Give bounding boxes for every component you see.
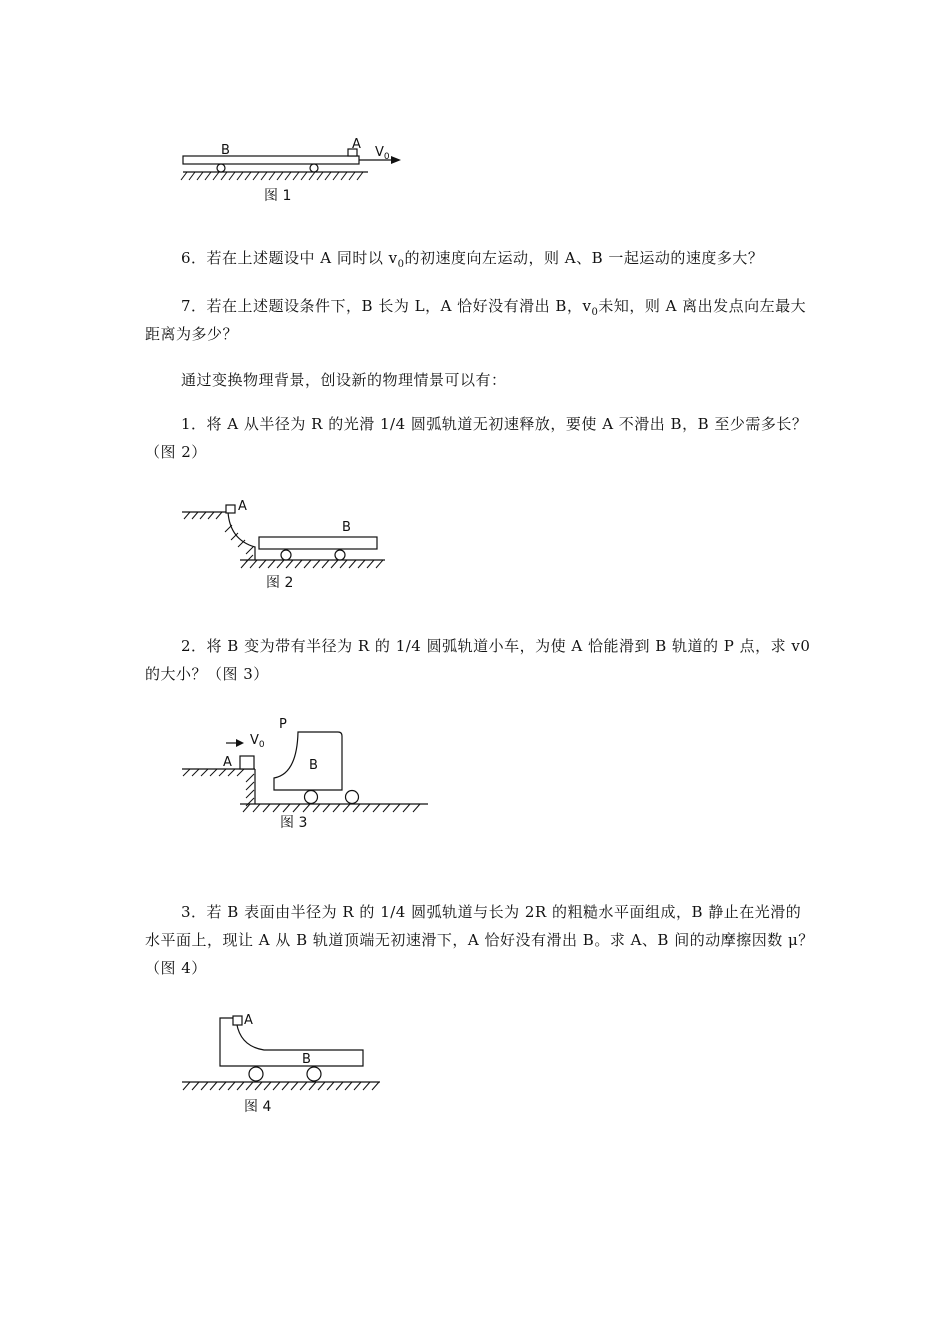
wheel [281, 550, 291, 560]
label-a: A [223, 755, 232, 770]
cart-b [274, 732, 342, 790]
block-a [240, 756, 254, 769]
figure-3 [180, 712, 430, 837]
wheel [305, 791, 318, 804]
arrow-right-icon [391, 156, 401, 164]
label-b: B [221, 143, 230, 158]
arrow-right-icon [236, 739, 244, 747]
label-p: P [279, 717, 287, 732]
label-v0: $V_0$ [250, 733, 265, 750]
label-b: B [302, 1052, 311, 1067]
figure-caption: 图 4 [244, 1099, 272, 1115]
board-b [183, 156, 359, 164]
scenario-1: 1．将 A 从半径为 R 的光滑 1/4 圆弧轨道无初速释放，要使 A 不滑出 B，B 至少需多长？（图 2） [145, 415, 808, 461]
figure-4 [180, 1008, 385, 1118]
label-a: A [244, 1013, 253, 1028]
board-b [259, 537, 377, 549]
question-6: 6．若在上述题设中 A 同时以 $v_0$的初速度向左运动，则 A、B 一起运动的速度多大？ [181, 249, 764, 270]
question-7: 7．若在上述题设条件下，B 长为 L，A 恰好没有滑出 B，$v_0$未知，则 A 离出发点向左最大距离为多少？ [145, 297, 807, 343]
block-a [233, 1016, 242, 1025]
label-a: A [352, 137, 361, 152]
wheel [217, 164, 225, 172]
figure-caption: 图 2 [266, 575, 294, 591]
figure-caption: 图 1 [264, 188, 292, 204]
label-v0: $V_0$ [375, 145, 390, 162]
wheel [346, 791, 359, 804]
label-b: B [309, 758, 318, 773]
intro-text: 通过变换物理背景，创设新的物理情景可以有： [181, 371, 507, 389]
wheel [335, 550, 345, 560]
wheel [310, 164, 318, 172]
figure-1 [175, 135, 390, 210]
figure-2 [180, 495, 390, 595]
arc-track [228, 512, 255, 560]
label-b: B [342, 520, 351, 535]
wheel [307, 1067, 321, 1081]
wheel [249, 1067, 263, 1081]
figure-caption: 图 3 [280, 815, 308, 831]
scenario-2: 2．将 B 变为带有半径为 R 的 1/4 圆弧轨道小车，为使 A 恰能滑到 B 轨道的 P 点，求 v0 的大小？（图 3） [145, 637, 811, 683]
label-a: A [238, 499, 247, 514]
scenario-3: 3．若 B 表面由半径为 R 的 1/4 圆弧轨道与长为 2R 的粗糙水平面组成，B 静止在光滑的水平面上，现让 A 从 B 轨道顶端无初速滑下，A 恰好没有滑出 B。求 A、B 间的动摩擦因数 μ？（图 4） [145, 903, 814, 977]
block-a [226, 505, 235, 513]
